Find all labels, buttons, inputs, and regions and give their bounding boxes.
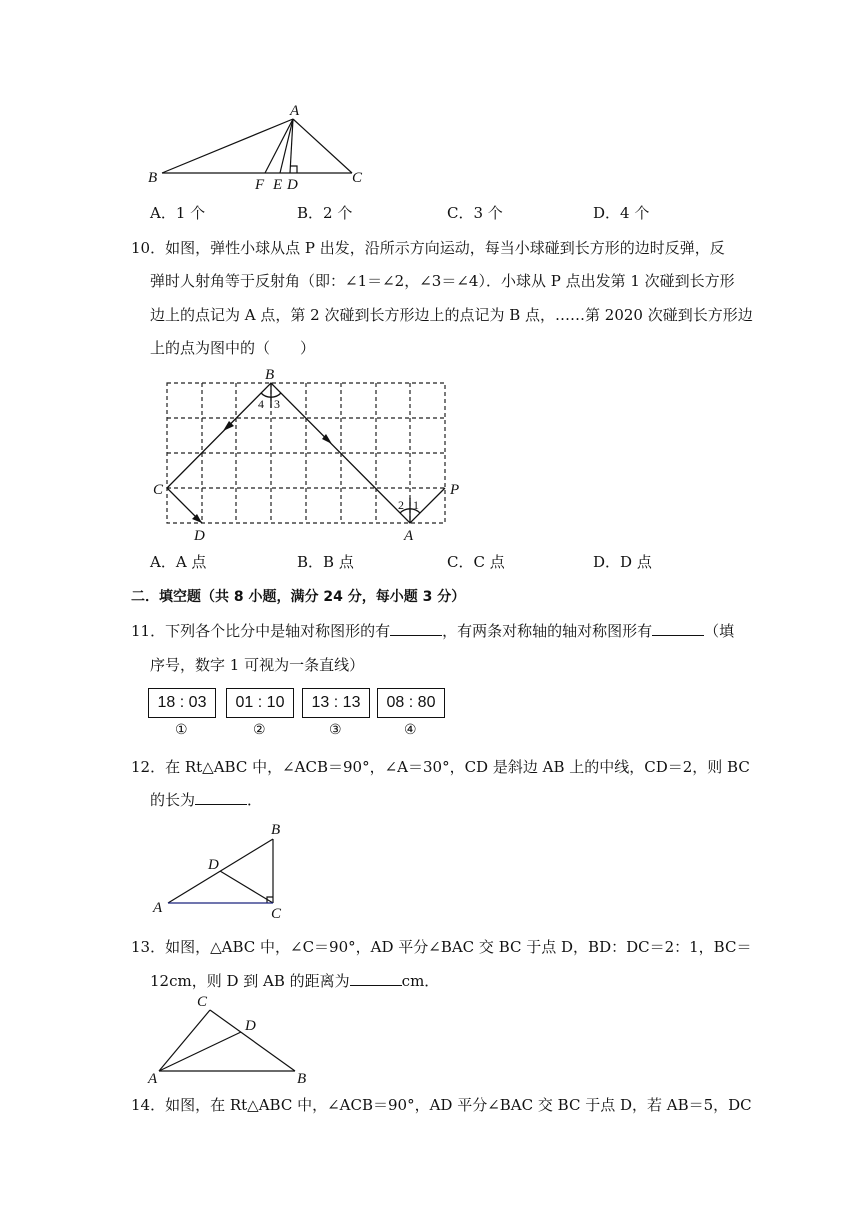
section-title: 二．填空题（共 8 小题，满分 24 分，每小题 3 分） [131,589,466,605]
label-a: A [290,103,300,119]
q12-line-2: 的长为 ． [150,791,263,809]
answer-blank [390,621,442,636]
answer-blank [652,621,704,636]
answer-blank [195,790,247,805]
label-d: D [208,857,219,873]
q13-line-2: 12cm，则 D 到 AB 的距离为 cm． [150,972,440,990]
label-c: C [271,906,282,920]
q10-option-b: B．B 点 [297,553,354,571]
option-b: B．2 个 [297,204,353,222]
label-d: D [245,1018,256,1034]
q10-line-1: 10．如图，弹性小球从点 P 出发，沿所示方向运动，每当小球碰到长方形的边时反弹，反 [131,239,725,257]
q10-line-4: 上的点为图中的（ ） [150,339,316,357]
q10-option-a: A．A 点 [150,553,207,571]
score-box-4: 08 : 80 [377,688,445,718]
option-c: C．3 个 [447,204,503,222]
label-b: B [148,170,158,186]
label-a: A [404,528,414,544]
figure-q9 [140,100,380,195]
label-b: B [271,822,281,838]
label-p: P [450,482,460,498]
figure-q12 [148,820,298,920]
option-a: A．1 个 [150,204,206,222]
label-d: D [194,528,205,544]
q10-line-2: 弹时人射角等于反射角（即：∠1＝∠2，∠3＝∠4）．小球从 P 点出发第 1 次碰到长方形 [150,272,735,290]
label-f: F [255,177,265,193]
circled-3: ③ [329,722,342,738]
label-c: C [153,482,164,498]
label-b: B [265,367,275,383]
label-d: D [287,177,298,193]
label-a: A [153,900,163,916]
angle-4: 4 [258,397,264,411]
option-d: D．4 个 [593,204,650,222]
score-box-1: 18 : 03 [148,688,216,718]
angle-3: 3 [274,397,280,411]
q13-line-1: 13．如图，△ABC 中，∠C＝90°，AD 平分∠BAC 交 BC 于点 D，BD：DC＝2：1，BC＝ [131,938,752,956]
q11-line-1: 11．下列各个比分中是轴对称图形的有 ，有两条对称轴的轴对称图形有 （填 [131,622,735,640]
q10-option-c: C．C 点 [447,553,505,571]
label-c: C [352,170,363,186]
q10-line-3: 边上的点记为 A 点，第 2 次碰到长方形边上的点记为 B 点，……第 2020 次碰到长方形边 [150,306,753,324]
q11-line-2: 序号，数字 1 可视为一条直线） [150,656,365,674]
q14-line-1: 14．如图，在 Rt△ABC 中，∠ACB＝90°，AD 平分∠BAC 交 BC 于点 D，若 AB＝5，DC [131,1096,752,1114]
score-box-3: 13 : 13 [302,688,370,718]
angle-1: 1 [413,498,419,512]
label-b: B [297,1071,307,1087]
label-c: C [197,994,208,1010]
q10-option-d: D．D 点 [593,553,652,571]
circled-2: ② [253,722,266,738]
angle-2: 2 [398,498,404,512]
label-e: E [273,177,283,193]
figure-q13 [145,992,320,1087]
answer-blank [350,971,402,986]
q12-line-1: 12．在 Rt△ABC 中，∠ACB＝90°，∠A＝30°，CD 是斜边 AB 上的中线，CD＝2，则 BC [131,758,750,776]
circled-1: ① [175,722,188,738]
score-box-2: 01 : 10 [226,688,294,718]
circled-4: ④ [404,722,417,738]
label-a: A [148,1071,158,1087]
figure-q10 [148,366,468,544]
